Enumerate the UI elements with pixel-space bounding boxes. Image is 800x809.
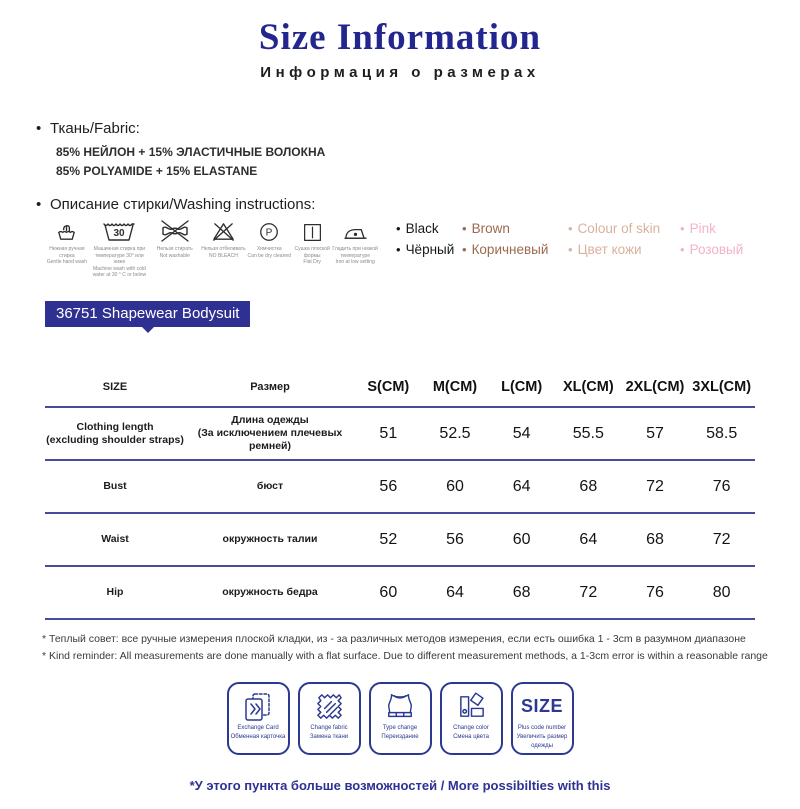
cell-value: 52 — [379, 530, 398, 548]
more-possibilities-note: *У этого пункта больше возможностей / More possibilties with this — [189, 778, 611, 793]
feature-caption-en: Change color — [453, 725, 489, 731]
page-title: Size Information — [258, 17, 542, 58]
feature-caption — [451, 724, 491, 742]
care-caption — [44, 246, 90, 266]
color-label: Чёрный — [405, 242, 455, 257]
cell-value: 68 — [512, 583, 531, 601]
row-label-ru: окружность талии — [222, 533, 318, 545]
row-label-line: (За исключением плечевых ремней) — [197, 427, 343, 452]
size-word-icon — [521, 689, 563, 724]
cell-value: 55.5 — [572, 424, 604, 442]
cell-value: 60 — [512, 530, 531, 548]
cell-value: 64 — [446, 583, 464, 601]
hand-wash-icon — [55, 216, 78, 243]
feature-card-change-color — [440, 682, 503, 755]
col-header: Размер — [250, 381, 290, 393]
color-option-pink-en — [680, 221, 766, 236]
page-subtitle-ru: Информация о размерах — [260, 64, 540, 81]
feature-caption-ru: Увеличить размер одежды — [516, 734, 568, 749]
col-header: S(CM) — [367, 379, 410, 395]
color-option-brown-ru — [462, 242, 568, 257]
care-symbol-machine-wash-30 — [90, 216, 149, 279]
fabric-heading — [36, 120, 140, 137]
care-caption-ru: Нежная ручная стирка — [49, 246, 85, 259]
color-option-brown-en — [462, 221, 568, 236]
cell-value: 72 — [579, 583, 598, 601]
cell-value: 60 — [446, 477, 464, 495]
color-swatches-icon — [456, 689, 487, 724]
color-dot-icon: • — [680, 242, 685, 257]
care-caption-en: Gentle hand wash — [46, 259, 88, 265]
exchange-card-icon — [242, 689, 274, 724]
color-label: Colour of skin — [577, 221, 661, 236]
feature-caption — [513, 724, 572, 751]
care-caption-en: Not washable — [159, 252, 190, 259]
feature-caption-ru: Переиздание — [381, 734, 419, 740]
machine-temp-label: 30 — [113, 228, 125, 239]
table-row-bust — [45, 461, 755, 514]
row-label-en: Waist — [101, 533, 129, 545]
feature-caption-en: Plus code number — [517, 725, 567, 731]
dry-clean-icon — [258, 216, 280, 243]
care-caption-en: Machine wash with cold water at 30 ° C or below — [92, 265, 147, 278]
feature-card-change-fabric — [298, 682, 361, 755]
col-header: 3XL(CM) — [692, 379, 752, 395]
care-caption-ru: Нельзя отбеливать — [201, 246, 246, 252]
cell-value: 80 — [712, 583, 731, 601]
feature-card-plus-size — [511, 682, 574, 755]
color-option-skin-en — [568, 221, 680, 236]
row-label-ru: окружность бедра — [222, 586, 318, 598]
bullet-icon: • — [36, 120, 42, 137]
measurement-notes — [42, 631, 768, 665]
fabric-line-en: 85% POLYAMIDE + 15% ELASTANE — [56, 164, 258, 178]
feature-caption — [229, 724, 288, 742]
color-dot-icon: • — [462, 242, 467, 257]
care-symbol-no-bleach — [201, 216, 247, 259]
color-label: Цвет кожи — [577, 242, 642, 257]
care-caption-ru: Химчистка — [256, 246, 282, 252]
row-label-en: Hip — [106, 586, 124, 598]
care-caption-ru: Нельзя стирать — [156, 246, 193, 252]
col-header: 2XL(CM) — [625, 379, 685, 395]
washing-heading — [36, 196, 315, 213]
dry-clean-letter: P — [265, 227, 273, 239]
care-caption-ru: Гладить при низкой температуре — [332, 246, 378, 259]
cell-value: 54 — [512, 424, 531, 442]
cell-value: 51 — [379, 424, 398, 442]
feature-caption-ru: Смена цвета — [453, 734, 489, 740]
care-symbol-hand-wash — [44, 216, 90, 266]
col-header: XL(CM) — [562, 379, 614, 395]
no-bleach-icon — [211, 216, 236, 243]
care-caption-en: NO BLEACH — [208, 252, 238, 259]
care-caption — [248, 246, 291, 259]
cell-value: 68 — [579, 477, 598, 495]
feature-caption — [379, 724, 420, 742]
color-dot-icon: • — [396, 242, 401, 257]
care-caption — [90, 246, 149, 279]
color-label: Brown — [471, 221, 510, 236]
care-symbol-drip-dry — [292, 216, 332, 266]
washing-icons-row — [44, 216, 378, 279]
color-dot-icon: • — [680, 221, 685, 236]
color-dot-icon: • — [396, 221, 401, 236]
cell-value: 72 — [712, 530, 731, 548]
fabric-heading-label: Ткань/Fabric: — [50, 120, 140, 137]
size-table-header — [45, 368, 755, 408]
size-table — [45, 368, 755, 620]
product-badge: 36751 Shapewear Bodysuit — [45, 301, 250, 327]
care-caption-en: Iron at low setting — [335, 259, 375, 265]
color-option-pink-ru — [680, 242, 766, 257]
care-caption — [332, 246, 378, 266]
feature-caption-en: Type change — [382, 725, 418, 731]
cell-value: 56 — [446, 530, 464, 548]
color-label: Pink — [689, 221, 716, 236]
row-label-en — [45, 421, 185, 447]
table-row-clothing-length — [45, 408, 755, 461]
color-option-black-ru — [396, 242, 462, 257]
bullet-icon: • — [36, 196, 42, 213]
cell-value: 76 — [712, 477, 731, 495]
feature-caption-en: Exchange Card — [237, 725, 279, 731]
cell-value: 76 — [646, 583, 664, 601]
row-label-ru: бюст — [256, 480, 284, 492]
color-label: Розовый — [689, 242, 744, 257]
color-label: Коричневый — [471, 242, 549, 257]
row-label-line: Clothing length — [76, 420, 154, 433]
feature-card-exchange — [227, 682, 290, 755]
fabric-composition — [56, 143, 325, 181]
fabric-line-ru: 85% НЕЙЛОН + 15% ЭЛАСТИЧНЫЕ ВОЛОКНА — [56, 145, 326, 159]
feature-caption — [308, 724, 350, 742]
col-header: L(CM) — [501, 379, 543, 395]
color-options — [396, 221, 766, 257]
color-option-skin-ru — [568, 242, 680, 257]
row-label-en: Bust — [103, 480, 127, 492]
feature-caption-en: Change fabric — [310, 725, 348, 731]
cell-value: 64 — [512, 477, 531, 495]
row-label-line: Длина одежды — [231, 414, 309, 426]
color-dot-icon: • — [568, 242, 573, 257]
table-row-hip — [45, 567, 755, 620]
care-caption-en: Flat Dry — [303, 259, 321, 265]
machine-wash-30-icon — [102, 216, 136, 243]
cell-value: 60 — [379, 583, 398, 601]
cell-value: 56 — [379, 477, 398, 495]
iron-low-icon — [343, 216, 368, 243]
cell-value: 68 — [646, 530, 664, 548]
feature-caption-ru: Замена ткани — [309, 734, 349, 740]
row-label-ru — [185, 414, 355, 453]
care-caption-ru: Сушка плоской формы — [294, 246, 330, 259]
col-header: SIZE — [102, 381, 128, 393]
cell-value: 72 — [646, 477, 664, 495]
col-header: M(CM) — [432, 379, 478, 395]
care-symbol-do-not-wring — [149, 216, 201, 259]
note-ru: * Теплый совет: все ручные измерения плоской кладки, из - за различных методов измерения, если есть ошибка 1 - 3cm в разумном диапазоне — [42, 633, 746, 645]
do-not-wring-icon — [160, 216, 190, 243]
feature-caption-ru: Обменная карточка — [230, 734, 286, 740]
feature-cards-row — [0, 682, 800, 755]
care-caption — [292, 246, 332, 266]
washing-heading-label: Описание стирки/Washing instructions: — [50, 196, 316, 213]
sports-bra-icon — [383, 689, 417, 724]
color-label: Black — [405, 221, 439, 236]
care-symbol-dry-clean — [246, 216, 292, 259]
cell-value: 58.5 — [706, 424, 738, 442]
care-caption-en: Can be dry cleaned — [247, 252, 291, 259]
drip-dry-icon — [302, 216, 323, 243]
change-fabric-icon — [314, 689, 345, 724]
care-caption-ru: Машинная стирка при температуре 30° или ниже — [93, 246, 146, 265]
size-word-label: SIZE — [520, 696, 563, 716]
row-label-line: (excluding shoulder straps) — [46, 433, 184, 446]
note-en: * Kind reminder: All measurements are done manually with a flat surface. Due to different measurement methods, a 1-3cm error is within a reasonable range — [42, 650, 768, 662]
feature-card-type-change — [369, 682, 432, 755]
care-symbol-iron-low — [332, 216, 378, 266]
cell-value: 64 — [579, 530, 598, 548]
color-dot-icon: • — [568, 221, 573, 236]
care-caption — [157, 246, 193, 259]
color-dot-icon: • — [462, 221, 467, 236]
cell-value: 57 — [646, 424, 664, 442]
table-row-waist — [45, 514, 755, 567]
color-option-black-en — [396, 221, 462, 236]
cell-value: 52.5 — [439, 424, 471, 442]
care-caption — [201, 246, 245, 259]
